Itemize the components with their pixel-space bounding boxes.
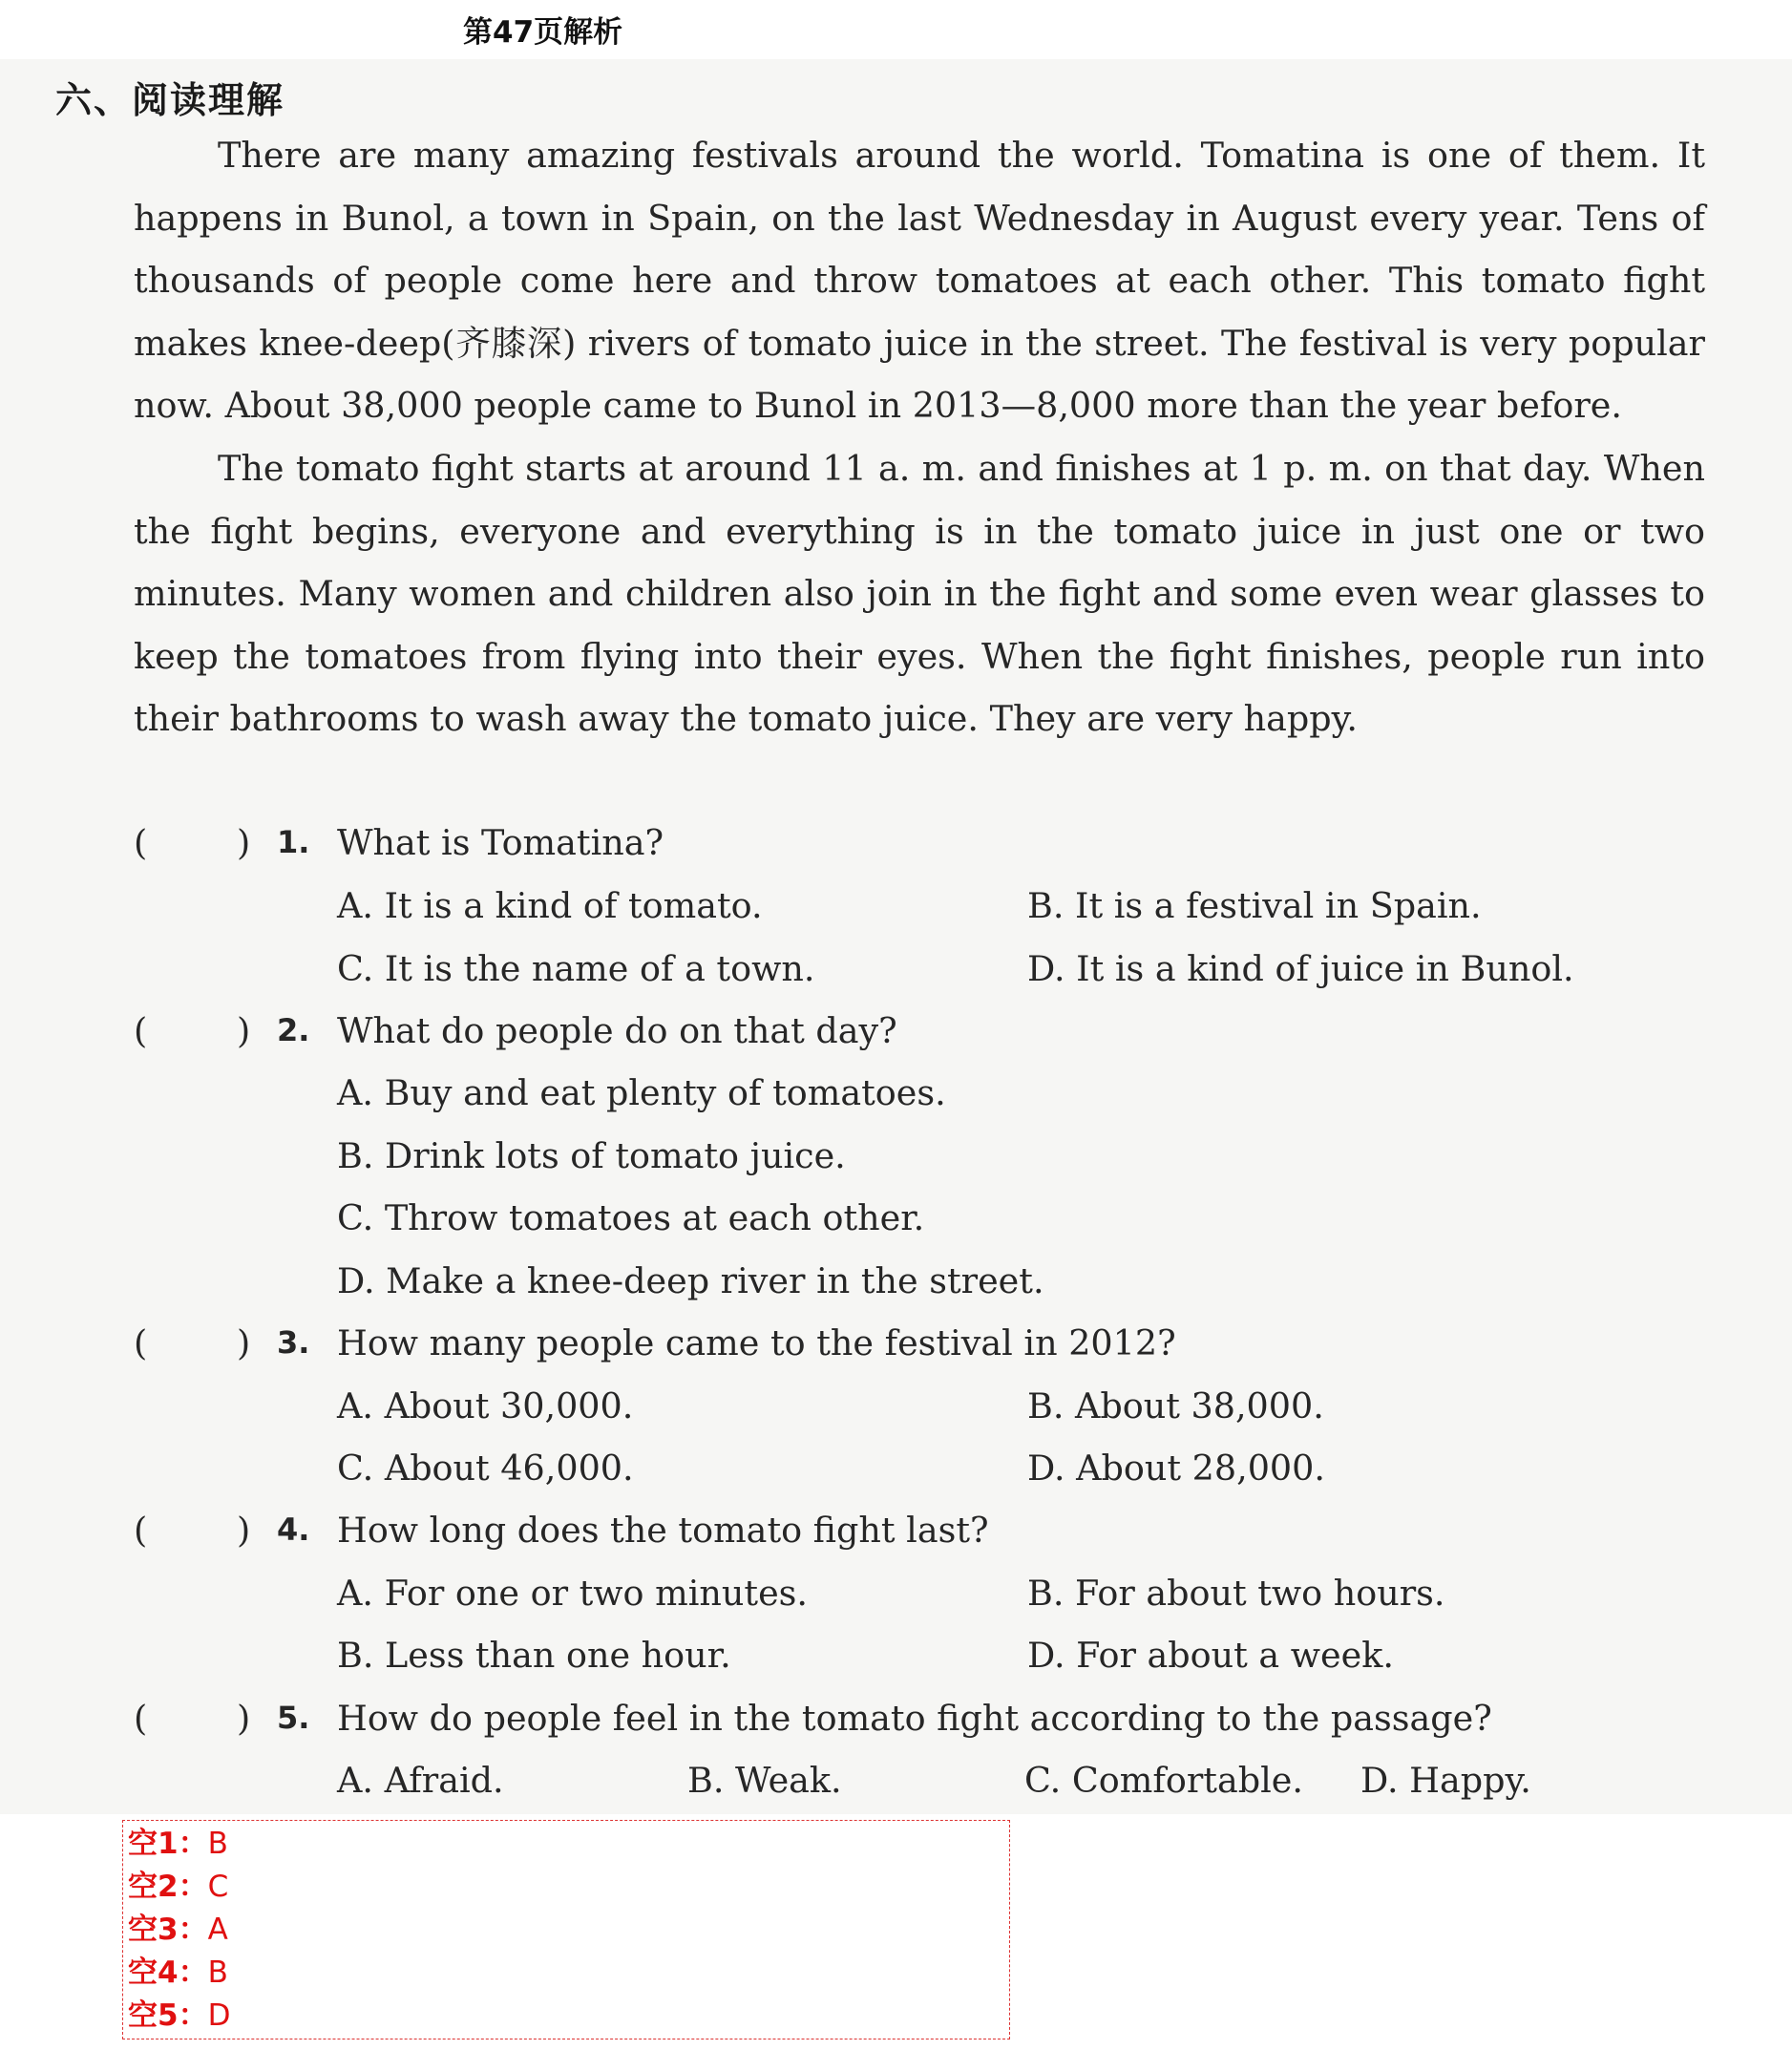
answer-blank-close: ) <box>237 1698 251 1739</box>
question-number: 1. <box>277 824 310 860</box>
option-b: B. About 38,000. <box>1027 1385 1324 1427</box>
answer-row <box>128 1952 228 1994</box>
question-stem: How long does the tomato fight last? <box>337 1510 989 1551</box>
option-b: B. It is a festival in Spain. <box>1027 885 1482 926</box>
answer-blank-close: ) <box>237 822 251 863</box>
answer-blank-close: ) <box>237 1510 251 1551</box>
question-stem: How do people feel in the tomato fight according to the passage? <box>337 1698 1492 1739</box>
answer-blank-open: ( <box>134 1010 148 1051</box>
question-number: 2. <box>277 1012 310 1048</box>
passage-paragraph: There are many amazing festivals around the world. Tomatina is one of them. It happens in Bunol, a town in Spain, on the last Wednesday in August every year. Tens of thousands of people come here and throw tomatoes at each other. This tomato fight makes knee-deep(齐膝深) rivers of tomato juice in the street. The festival is very popular now. About 38,000 people came to Bunol in 2013—8,000 more than the year before. <box>134 135 1705 427</box>
option-c: C. About 46,000. <box>337 1448 634 1489</box>
answer-label: 空4： <box>128 1955 208 1990</box>
answer-value: D <box>207 1998 231 2033</box>
question-number: 4. <box>277 1511 310 1548</box>
option-a: A. For one or two minutes. <box>337 1573 809 1614</box>
question-stem: What is Tomatina? <box>337 822 664 863</box>
answer-row <box>128 1823 228 1865</box>
answer-label: 空2： <box>128 1870 208 1904</box>
answer-value: A <box>207 1913 228 1947</box>
option-d: D. Happy. <box>1360 1760 1531 1801</box>
answer-key-box <box>122 1820 1010 2039</box>
question-stem: How many people came to the festival in 2012? <box>337 1322 1176 1363</box>
answer-blank-open: ( <box>134 1510 148 1551</box>
option-d: D. Make a knee-deep river in the street. <box>337 1260 1044 1301</box>
option-d: D. It is a kind of juice in Bunol. <box>1027 948 1574 989</box>
answer-blank-close: ) <box>237 1010 251 1051</box>
option-c: B. Less than one hour. <box>337 1635 731 1676</box>
question-stem: What do people do on that day? <box>337 1010 897 1051</box>
option-b: B. Drink lots of tomato juice. <box>337 1135 846 1176</box>
option-a: A. It is a kind of tomato. <box>337 885 763 926</box>
reading-passage <box>134 124 1705 750</box>
option-a: A. About 30,000. <box>337 1385 634 1427</box>
passage-paragraph: The tomato fight starts at around 11 a. m. and finishes at 1 p. m. on that day. When the fight begins, everyone and everything is in the tomato juice in just one or two minutes. Many women and children also join in the fight and some even wear glasses to keep the tomatoes from flying into their eyes. When the fight finishes, people run into their bathrooms to wash away the tomato juice. They are very happy. <box>134 447 1705 740</box>
option-c: C. It is the name of a town. <box>337 948 815 989</box>
answer-row <box>128 1909 228 1951</box>
answer-blank-open: ( <box>134 1698 148 1739</box>
question-number: 5. <box>277 1700 310 1736</box>
page-title: 第47页解析 <box>463 15 623 50</box>
question-number: 3. <box>277 1324 310 1361</box>
answer-blank-close: ) <box>237 1322 251 1363</box>
answer-label: 空5： <box>128 1998 208 2033</box>
option-d: D. About 28,000. <box>1027 1448 1325 1489</box>
answer-row <box>128 1866 228 1908</box>
answer-row <box>128 1995 230 2037</box>
answer-value: B <box>207 1827 228 1861</box>
option-b: B. Weak. <box>687 1760 842 1801</box>
option-b: B. For about two hours. <box>1027 1573 1445 1614</box>
option-c: C. Throw tomatoes at each other. <box>337 1197 925 1238</box>
answer-blank-open: ( <box>134 822 148 863</box>
option-d: D. For about a week. <box>1027 1635 1394 1676</box>
answer-label: 空1： <box>128 1827 208 1861</box>
answer-blank-open: ( <box>134 1322 148 1363</box>
answer-value: B <box>207 1955 228 1990</box>
section-title: 六、阅读理解 <box>55 79 285 121</box>
option-a: A. Afraid. <box>337 1760 504 1801</box>
answer-label: 空3： <box>128 1913 208 1947</box>
option-c: C. Comfortable. <box>1024 1760 1303 1801</box>
answer-value: C <box>207 1870 229 1904</box>
option-a: A. Buy and eat plenty of tomatoes. <box>337 1072 946 1113</box>
